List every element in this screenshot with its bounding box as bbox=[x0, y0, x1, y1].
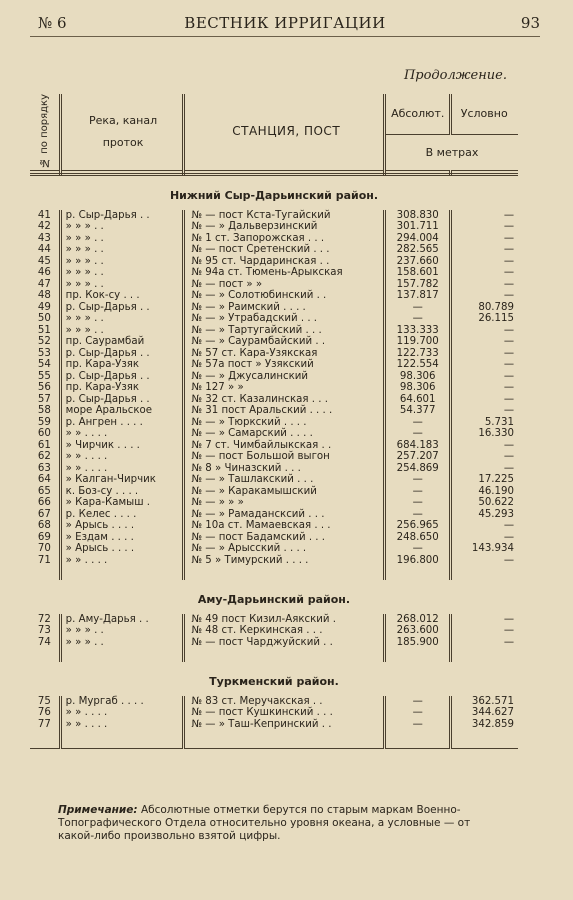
absolute-elevation: — bbox=[384, 543, 450, 555]
station-name: № 49 пост Кизил-Аякский . bbox=[184, 614, 385, 626]
row-number: 60 bbox=[30, 428, 60, 440]
station-name: № — » Каракамышский bbox=[184, 486, 385, 498]
river-name: р. Сыр-Дарья . . bbox=[60, 348, 184, 360]
station-name: № — » Тюркский . . . . bbox=[184, 417, 385, 429]
absolute-elevation: — bbox=[384, 302, 450, 314]
issue-number: № 6 bbox=[38, 14, 67, 32]
river-name: р. Ангрен . . . . bbox=[60, 417, 184, 429]
absolute-elevation: 185.900 bbox=[384, 637, 450, 649]
station-name: № 7 ст. Чимбайлыкская . . bbox=[184, 440, 385, 452]
table-row bbox=[30, 256, 518, 268]
absolute-elevation: 268.012 bbox=[384, 614, 450, 626]
spacer-row bbox=[30, 566, 518, 580]
station-name: № — » Дальверзинский bbox=[184, 221, 385, 233]
station-name: № 48 ст. Керкинская . . . bbox=[184, 625, 385, 637]
conditional-elevation: — bbox=[503, 439, 514, 451]
table-row bbox=[30, 707, 518, 719]
conditional-elevation: — bbox=[503, 336, 514, 348]
header-rule bbox=[30, 36, 540, 37]
river-name: р. Сыр-Дарья . . bbox=[60, 210, 184, 222]
river-name: р. Сыр-Дарья . . bbox=[60, 302, 184, 314]
row-number: 59 bbox=[30, 417, 60, 429]
table-row bbox=[30, 463, 518, 475]
table-row bbox=[30, 405, 518, 417]
river-name: р. Мургаб . . . . bbox=[60, 696, 184, 708]
station-name: № 8 » Чиназский . . . bbox=[184, 463, 385, 475]
station-name: № — » Самарский . . . . bbox=[184, 428, 385, 440]
conditional-elevation: — bbox=[503, 278, 514, 290]
absolute-elevation: 196.800 bbox=[384, 555, 450, 567]
absolute-elevation: 263.600 bbox=[384, 625, 450, 637]
table-bottom-rule bbox=[30, 744, 518, 749]
river-name: пр. Кок-су . . . bbox=[60, 290, 184, 302]
river-name: » Арысь . . . . bbox=[60, 543, 184, 555]
river-name: » » » . . bbox=[60, 267, 184, 279]
station-name: № — » Тартугайский . . . bbox=[184, 325, 385, 337]
table-row bbox=[30, 290, 518, 302]
absolute-elevation: 122.554 bbox=[384, 359, 450, 371]
table-row bbox=[30, 336, 518, 348]
station-name: № 57 ст. Кара-Узякская bbox=[184, 348, 385, 360]
absolute-elevation: — bbox=[384, 509, 450, 521]
table-row bbox=[30, 244, 518, 256]
row-number: 51 bbox=[30, 325, 60, 337]
conditional-elevation: — bbox=[503, 451, 514, 463]
footnote-text: Абсолютные отметки берутся по старым маркам Военно-Топографического Отдела относительно уровня океана, а условные — от какой-либо произвольно взятой цифры. bbox=[58, 804, 471, 842]
river-name: » » » . . bbox=[60, 221, 184, 233]
conditional-elevation: 362.571 bbox=[471, 695, 514, 707]
absolute-elevation: — bbox=[384, 474, 450, 486]
river-name: » » » . . bbox=[60, 637, 184, 649]
conditional-elevation: — bbox=[503, 393, 514, 405]
row-number: 56 bbox=[30, 382, 60, 394]
absolute-elevation: 254.869 bbox=[384, 463, 450, 475]
col-header-units: В метрах bbox=[384, 134, 518, 171]
table-row bbox=[30, 233, 518, 245]
absolute-elevation: 257.207 bbox=[384, 451, 450, 463]
absolute-elevation: — bbox=[384, 486, 450, 498]
absolute-elevation: — bbox=[384, 719, 450, 731]
station-name: № 83 ст. Меручакская . . bbox=[184, 696, 385, 708]
conditional-elevation: 344.627 bbox=[471, 707, 514, 719]
table-row bbox=[30, 428, 518, 440]
row-number: 65 bbox=[30, 486, 60, 498]
table-row bbox=[30, 637, 518, 649]
col-header-absolute: Абсолют. bbox=[384, 94, 450, 134]
station-name: № — пост Сретенский . . . bbox=[184, 244, 385, 256]
row-number: 49 bbox=[30, 302, 60, 314]
table-row bbox=[30, 719, 518, 731]
river-name: » » » . . bbox=[60, 325, 184, 337]
conditional-elevation: — bbox=[503, 221, 514, 233]
station-name: № 1 ст. Запорожская . . . bbox=[184, 233, 385, 245]
region-heading: Туркменский район. bbox=[209, 675, 339, 689]
row-number: 66 bbox=[30, 497, 60, 509]
river-name: к. Боз-су . . . . bbox=[60, 486, 184, 498]
table-row bbox=[30, 302, 518, 314]
conditional-elevation: — bbox=[503, 405, 514, 417]
river-name: » Ездам . . . . bbox=[60, 532, 184, 544]
station-name: № — » Ташлакский . . . bbox=[184, 474, 385, 486]
table-row bbox=[30, 451, 518, 463]
table-row bbox=[30, 348, 518, 360]
absolute-elevation: 133.333 bbox=[384, 325, 450, 337]
table-row bbox=[30, 417, 518, 429]
absolute-elevation: — bbox=[384, 313, 450, 325]
river-name: пр. Саурамбай bbox=[60, 336, 184, 348]
station-name: № — пост » » bbox=[184, 279, 385, 291]
region-heading: Нижний Сыр-Дарьинский район. bbox=[169, 189, 379, 203]
row-number: 45 bbox=[30, 256, 60, 268]
conditional-elevation: — bbox=[503, 209, 514, 221]
table-row bbox=[30, 497, 518, 509]
river-name: р. Келес . . . . bbox=[60, 509, 184, 521]
conditional-elevation: — bbox=[503, 324, 514, 336]
row-number: 46 bbox=[30, 267, 60, 279]
station-name: № 95 ст. Чардаринская . . bbox=[184, 256, 385, 268]
row-number: 69 bbox=[30, 532, 60, 544]
col-header-river: Река, канал проток bbox=[60, 94, 184, 171]
table-row bbox=[30, 440, 518, 452]
row-number: 54 bbox=[30, 359, 60, 371]
station-name: № 10а ст. Мамаевская . . . bbox=[184, 520, 385, 532]
station-name: № 31 пост Аральский . . . . bbox=[184, 405, 385, 417]
river-name: » » » . . bbox=[60, 313, 184, 325]
conditional-elevation: — bbox=[503, 232, 514, 244]
absolute-elevation: 64.601 bbox=[384, 394, 450, 406]
station-name: № — » Джусалинский bbox=[184, 371, 385, 383]
row-number: 44 bbox=[30, 244, 60, 256]
conditional-elevation: — bbox=[503, 382, 514, 394]
region-heading-row bbox=[30, 580, 518, 614]
table-row bbox=[30, 543, 518, 555]
row-number: 57 bbox=[30, 394, 60, 406]
col-header-number: № по порядку bbox=[30, 94, 60, 171]
row-number: 61 bbox=[30, 440, 60, 452]
row-number: 72 bbox=[30, 614, 60, 626]
river-name: » » » . . bbox=[60, 625, 184, 637]
conditional-elevation: 46.190 bbox=[478, 485, 514, 497]
table-row bbox=[30, 474, 518, 486]
table-row bbox=[30, 210, 518, 222]
page-header bbox=[30, 14, 540, 36]
river-name: » » . . . . bbox=[60, 555, 184, 567]
river-name: » » . . . . bbox=[60, 451, 184, 463]
stations-table bbox=[30, 94, 518, 749]
row-number: 63 bbox=[30, 463, 60, 475]
river-name: » » . . . . bbox=[60, 719, 184, 731]
conditional-elevation: 45.293 bbox=[478, 508, 514, 520]
row-number: 52 bbox=[30, 336, 60, 348]
absolute-elevation: 98.306 bbox=[384, 382, 450, 394]
river-name: пр. Кара-Узяк bbox=[60, 382, 184, 394]
conditional-elevation: — bbox=[503, 370, 514, 382]
absolute-elevation: 301.711 bbox=[384, 221, 450, 233]
conditional-elevation: — bbox=[503, 290, 514, 302]
river-name: » Калган-Чирчик bbox=[60, 474, 184, 486]
row-number: 70 bbox=[30, 543, 60, 555]
row-number: 53 bbox=[30, 348, 60, 360]
station-name: № 127 » » bbox=[184, 382, 385, 394]
table-row bbox=[30, 382, 518, 394]
station-name: № — пост Чарджуйский . . bbox=[184, 637, 385, 649]
row-number: 67 bbox=[30, 509, 60, 521]
station-name: № — пост Большой выгон bbox=[184, 451, 385, 463]
station-name: № — пост Кушкинский . . . bbox=[184, 707, 385, 719]
table-row bbox=[30, 486, 518, 498]
row-number: 50 bbox=[30, 313, 60, 325]
conditional-elevation: — bbox=[503, 520, 514, 532]
river-name: » Кара-Камыш . bbox=[60, 497, 184, 509]
river-name: » » . . . . bbox=[60, 707, 184, 719]
row-number: 43 bbox=[30, 233, 60, 245]
river-name: » Чирчик . . . . bbox=[60, 440, 184, 452]
station-name: № 94а ст. Тюмень-Арыкская bbox=[184, 267, 385, 279]
footnote-label: Примечание: bbox=[58, 804, 138, 816]
river-name: » Арысь . . . . bbox=[60, 520, 184, 532]
station-name: № — » Арысский . . . . bbox=[184, 543, 385, 555]
river-name: » » » . . bbox=[60, 233, 184, 245]
station-name: № 5 » Тимурский . . . . bbox=[184, 555, 385, 567]
table-row bbox=[30, 509, 518, 521]
conditional-elevation: 342.859 bbox=[471, 718, 514, 730]
row-number: 58 bbox=[30, 405, 60, 417]
absolute-elevation: 248.650 bbox=[384, 532, 450, 544]
row-number: 74 bbox=[30, 637, 60, 649]
absolute-elevation: 54.377 bbox=[384, 405, 450, 417]
table-body bbox=[30, 175, 518, 749]
station-name: № — » Солотюбинский . . bbox=[184, 290, 385, 302]
table-row bbox=[30, 325, 518, 337]
conditional-elevation: 143.934 bbox=[471, 543, 514, 555]
row-number: 47 bbox=[30, 279, 60, 291]
station-name: № 32 ст. Казалинская . . . bbox=[184, 394, 385, 406]
conditional-elevation: — bbox=[503, 347, 514, 359]
conditional-elevation: 17.225 bbox=[478, 474, 514, 486]
conditional-elevation: — bbox=[503, 462, 514, 474]
station-name: № — » Саурамбайский . . bbox=[184, 336, 385, 348]
river-name: » » » . . bbox=[60, 256, 184, 268]
table-row bbox=[30, 532, 518, 544]
absolute-elevation: 137.817 bbox=[384, 290, 450, 302]
table-row bbox=[30, 371, 518, 383]
absolute-elevation: 294.004 bbox=[384, 233, 450, 245]
row-number: 41 bbox=[30, 210, 60, 222]
region-heading: Аму-Дарьинский район. bbox=[197, 593, 351, 607]
table-row bbox=[30, 359, 518, 371]
row-number: 55 bbox=[30, 371, 60, 383]
conditional-elevation: 26.115 bbox=[478, 313, 514, 325]
row-number: 71 bbox=[30, 555, 60, 567]
river-name: » » » . . bbox=[60, 279, 184, 291]
region-heading-row bbox=[30, 175, 518, 210]
absolute-elevation: 684.183 bbox=[384, 440, 450, 452]
absolute-elevation: — bbox=[384, 497, 450, 509]
row-number: 77 bbox=[30, 719, 60, 731]
region-heading-row bbox=[30, 662, 518, 696]
absolute-elevation: — bbox=[384, 428, 450, 440]
river-name: пр. Кара-Узяк bbox=[60, 359, 184, 371]
absolute-elevation: 308.830 bbox=[384, 210, 450, 222]
absolute-elevation: 282.565 bbox=[384, 244, 450, 256]
journal-title: ВЕСТНИК ИРРИГАЦИИ bbox=[184, 14, 386, 32]
river-name: р. Сыр-Дарья . . bbox=[60, 394, 184, 406]
conditional-elevation: — bbox=[503, 625, 514, 637]
river-name: » » . . . . bbox=[60, 428, 184, 440]
absolute-elevation: 98.306 bbox=[384, 371, 450, 383]
row-number: 68 bbox=[30, 520, 60, 532]
river-name: р. Аму-Дарья . . bbox=[60, 614, 184, 626]
station-name: № — пост Кста-Тугайский bbox=[184, 210, 385, 222]
row-number: 48 bbox=[30, 290, 60, 302]
table-row bbox=[30, 696, 518, 708]
conditional-elevation: — bbox=[503, 531, 514, 543]
river-name: море Аральское bbox=[60, 405, 184, 417]
conditional-elevation: 5.731 bbox=[484, 416, 514, 428]
row-number: 76 bbox=[30, 707, 60, 719]
table-row bbox=[30, 394, 518, 406]
absolute-elevation: — bbox=[384, 707, 450, 719]
row-number: 64 bbox=[30, 474, 60, 486]
station-name: № 57а пост » Узякский bbox=[184, 359, 385, 371]
conditional-elevation: — bbox=[503, 267, 514, 279]
row-number: 62 bbox=[30, 451, 60, 463]
station-name: № — » » » bbox=[184, 497, 385, 509]
absolute-elevation: 122.733 bbox=[384, 348, 450, 360]
table-row bbox=[30, 625, 518, 637]
station-name: № — пост Бадамский . . . bbox=[184, 532, 385, 544]
river-name: р. Сыр-Дарья . . bbox=[60, 371, 184, 383]
col-header-station: СТАНЦИЯ, ПОСТ bbox=[184, 94, 385, 171]
col-header-conditional: Условно bbox=[451, 94, 518, 134]
absolute-elevation: — bbox=[384, 417, 450, 429]
conditional-elevation: 80.789 bbox=[478, 301, 514, 313]
row-number: 73 bbox=[30, 625, 60, 637]
table-row bbox=[30, 614, 518, 626]
table-row bbox=[30, 267, 518, 279]
page-number: 93 bbox=[520, 14, 540, 32]
absolute-elevation: 158.601 bbox=[384, 267, 450, 279]
absolute-elevation: 237.660 bbox=[384, 256, 450, 268]
station-name: № — » Рамадансксий . . . bbox=[184, 509, 385, 521]
row-number: 75 bbox=[30, 696, 60, 708]
conditional-elevation: — bbox=[503, 359, 514, 371]
absolute-elevation: — bbox=[384, 696, 450, 708]
spacer-row bbox=[30, 648, 518, 662]
continuation-label: Продолжение. bbox=[403, 68, 507, 83]
conditional-elevation: 50.622 bbox=[478, 497, 514, 509]
station-name: № — » Раимский . . . . bbox=[184, 302, 385, 314]
spacer-row bbox=[30, 730, 518, 744]
station-name: № — » Утрабадский . . . bbox=[184, 313, 385, 325]
footnote bbox=[58, 804, 498, 843]
river-name: » » . . . . bbox=[60, 463, 184, 475]
station-name: № — » Таш-Кепринский . . bbox=[184, 719, 385, 731]
absolute-elevation: 256.965 bbox=[384, 520, 450, 532]
table-row bbox=[30, 279, 518, 291]
conditional-elevation: — bbox=[503, 613, 514, 625]
table-row bbox=[30, 520, 518, 532]
conditional-elevation: — bbox=[503, 554, 514, 566]
river-name: » » » . . bbox=[60, 244, 184, 256]
conditional-elevation: 16.330 bbox=[478, 428, 514, 440]
row-number: 42 bbox=[30, 221, 60, 233]
absolute-elevation: 119.700 bbox=[384, 336, 450, 348]
conditional-elevation: — bbox=[503, 244, 514, 256]
conditional-elevation: — bbox=[503, 255, 514, 267]
table-row bbox=[30, 221, 518, 233]
table-row bbox=[30, 313, 518, 325]
table-row bbox=[30, 555, 518, 567]
absolute-elevation: 157.782 bbox=[384, 279, 450, 291]
conditional-elevation: — bbox=[503, 636, 514, 648]
